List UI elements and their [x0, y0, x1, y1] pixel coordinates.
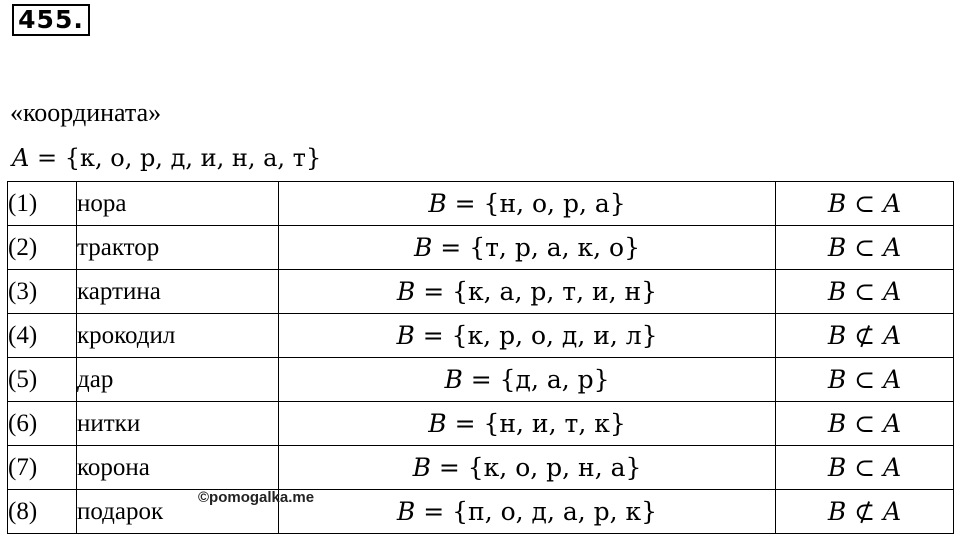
- relation-operator: ⊂: [846, 365, 884, 394]
- set-b-symbol: B: [428, 189, 447, 218]
- relation-operator: ⊂: [846, 233, 884, 262]
- set-b-expression: = {к, о, р, н, а}: [430, 453, 642, 482]
- relation-left-symbol: B: [827, 497, 847, 526]
- row-relation: [776, 182, 954, 226]
- relation-operator: ⊄: [846, 321, 884, 350]
- relation-right-symbol: A: [883, 233, 902, 262]
- set-a-symbol: A: [12, 144, 30, 172]
- row-set-b: [279, 182, 776, 226]
- row-set-b: [279, 358, 776, 402]
- table-row: [8, 314, 954, 358]
- row-number: (3): [8, 270, 77, 314]
- source-word: «координата»: [10, 98, 162, 127]
- table-row: [8, 226, 954, 270]
- row-number: (7): [8, 446, 77, 490]
- row-relation: [776, 402, 954, 446]
- set-b-expression: = {н, и, т, к}: [446, 409, 626, 438]
- relation-left-symbol: B: [827, 277, 847, 306]
- table-row: [8, 446, 954, 490]
- row-word: корона: [77, 446, 279, 490]
- row-word: нитки: [77, 402, 279, 446]
- row-number: (1): [8, 182, 77, 226]
- set-b-symbol: B: [413, 233, 433, 262]
- row-set-b: [279, 402, 776, 446]
- relation-right-symbol: A: [883, 277, 902, 306]
- relation-right-symbol: A: [883, 453, 902, 482]
- row-number: (4): [8, 314, 77, 358]
- relation-operator: ⊂: [846, 453, 884, 482]
- table-row: [8, 182, 954, 226]
- set-b-symbol: B: [396, 321, 415, 350]
- row-relation: [776, 226, 954, 270]
- set-b-expression: = {к, р, о, д, и, л}: [414, 321, 658, 350]
- row-relation: [776, 270, 954, 314]
- set-a-definition: [12, 143, 321, 173]
- set-b-expression: = {т, р, а, к, о}: [432, 233, 641, 262]
- task-number: 455.: [12, 4, 90, 36]
- row-set-b: [279, 270, 776, 314]
- set-b-expression: = {н, о, р, а}: [446, 189, 626, 218]
- relation-operator: ⊂: [846, 409, 884, 438]
- table-row: [8, 490, 954, 534]
- set-a-expression: = {к, о, р, д, и, н, а, т}: [29, 144, 322, 172]
- row-number: (5): [8, 358, 77, 402]
- row-relation: [776, 358, 954, 402]
- set-b-symbol: B: [412, 453, 431, 482]
- row-relation: [776, 490, 954, 534]
- row-set-b: [279, 314, 776, 358]
- table-row: [8, 270, 954, 314]
- row-set-b: [279, 226, 776, 270]
- watermark: ©pomogalka.me: [198, 489, 315, 506]
- subsets-table: [7, 181, 954, 534]
- relation-left-symbol: B: [827, 321, 847, 350]
- relation-operator: ⊂: [846, 277, 884, 306]
- relation-operator: ⊂: [846, 189, 884, 218]
- set-b-expression: = {д, а, р}: [462, 365, 610, 394]
- row-number: (2): [8, 226, 77, 270]
- relation-left-symbol: B: [827, 233, 847, 262]
- row-word: дар: [77, 358, 279, 402]
- set-b-symbol: B: [444, 365, 463, 394]
- row-number: (8): [8, 490, 77, 534]
- relation-right-symbol: A: [883, 365, 902, 394]
- set-b-symbol: B: [428, 409, 447, 438]
- row-word: картина: [77, 270, 279, 314]
- row-word: крокодил: [77, 314, 279, 358]
- row-set-b: [279, 446, 776, 490]
- relation-right-symbol: A: [883, 321, 902, 350]
- relation-left-symbol: B: [827, 453, 847, 482]
- relation-right-symbol: A: [883, 189, 902, 218]
- set-b-expression: = {п, о, д, а, р, к}: [415, 497, 658, 526]
- set-b-symbol: B: [396, 497, 416, 526]
- row-word: подарок: [77, 490, 279, 534]
- row-word: трактор: [77, 226, 279, 270]
- relation-left-symbol: B: [827, 189, 847, 218]
- table-row: [8, 402, 954, 446]
- row-set-b: [279, 490, 776, 534]
- table-row: [8, 358, 954, 402]
- set-b-symbol: B: [396, 277, 416, 306]
- set-b-expression: = {к, а, р, т, и, н}: [415, 277, 658, 306]
- relation-left-symbol: B: [827, 365, 847, 394]
- row-relation: [776, 446, 954, 490]
- relation-operator: ⊄: [846, 497, 884, 526]
- row-word: нора: [77, 182, 279, 226]
- row-relation: [776, 314, 954, 358]
- relation-right-symbol: A: [883, 497, 902, 526]
- row-number: (6): [8, 402, 77, 446]
- relation-right-symbol: A: [883, 409, 902, 438]
- relation-left-symbol: B: [827, 409, 847, 438]
